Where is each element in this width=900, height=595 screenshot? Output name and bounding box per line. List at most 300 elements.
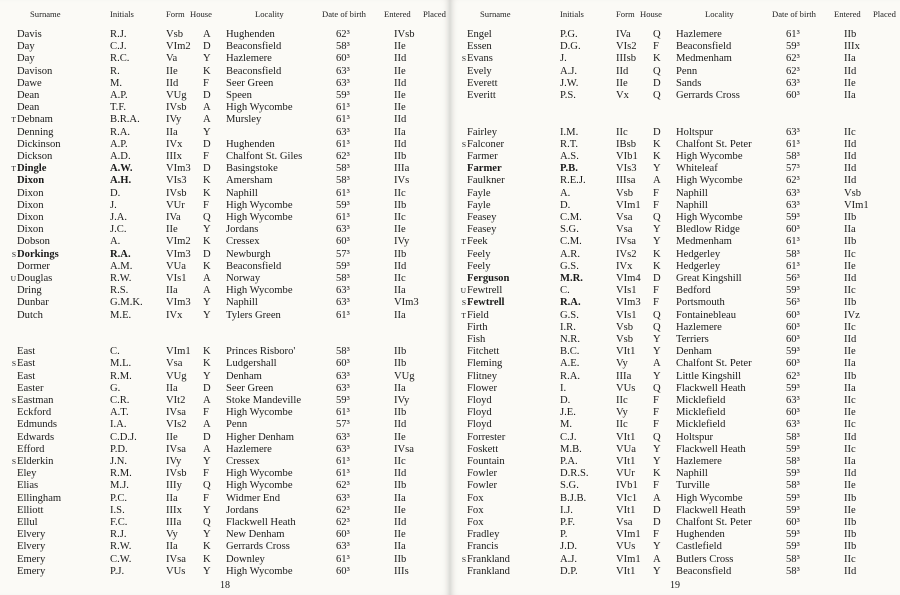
cell-e: 62³ xyxy=(786,53,800,65)
cell-s: Dickson xyxy=(17,151,53,162)
cell-h: K xyxy=(653,151,661,162)
cell-i: R.T. xyxy=(560,138,579,150)
cell-e: 61³ xyxy=(336,187,350,199)
table-row xyxy=(450,285,900,297)
cell-e: 59³ xyxy=(786,285,800,297)
table-row xyxy=(0,249,450,261)
table-row xyxy=(0,78,450,90)
cell-s: Floyd xyxy=(467,419,492,431)
cell-e: 63³ xyxy=(336,382,350,394)
cell-i: F.C. xyxy=(110,517,128,528)
cell-pfx: T xyxy=(11,115,16,125)
cell-pl: IIa xyxy=(394,541,406,553)
cell-f: VIc1 xyxy=(616,492,638,504)
cell-s: Fayle xyxy=(467,199,491,211)
cell-h: Y xyxy=(203,504,211,516)
cell-s: Farmer xyxy=(467,163,502,175)
cell-f: VUa xyxy=(166,260,187,272)
cell-l: Stoke Mandeville xyxy=(226,395,302,406)
cell-f: Vsa xyxy=(616,212,633,223)
cell-f: VIt1 xyxy=(616,346,636,358)
cell-pl: IIe xyxy=(844,407,856,419)
table-row xyxy=(0,53,450,65)
table-row xyxy=(450,444,900,456)
cell-f: IIa xyxy=(166,285,178,297)
cell-i: P.F. xyxy=(560,517,576,528)
cell-s: Faulkner xyxy=(467,175,505,187)
cell-pl: IIe xyxy=(844,260,856,272)
cell-i: A.M. xyxy=(110,260,133,272)
table-row xyxy=(450,249,900,261)
cell-f: IVsa xyxy=(166,407,187,419)
column-header-row xyxy=(0,8,450,20)
cell-l: Flackwell Heath xyxy=(676,382,746,394)
cell-e: 56³ xyxy=(786,297,800,309)
cell-e: 62³ xyxy=(336,517,350,528)
cell-i: C. xyxy=(560,285,570,297)
cell-f: IVsa xyxy=(166,443,187,455)
cell-pl: IVz xyxy=(844,309,860,321)
cell-pfx: S xyxy=(461,298,466,308)
table-row xyxy=(0,444,450,456)
cell-h: D xyxy=(203,431,211,443)
cell-pl: IVsb xyxy=(394,29,415,40)
cell-i: P.A. xyxy=(560,456,578,467)
cell-s: Fox xyxy=(467,517,484,528)
cell-e: 62³ xyxy=(336,151,350,162)
cell-pl: IId xyxy=(844,138,857,150)
table-row xyxy=(0,554,450,566)
cell-e: 61³ xyxy=(336,114,350,126)
cell-s: Falconer xyxy=(467,138,505,150)
cell-l: Micklefield xyxy=(676,395,726,406)
cell-pl: IId xyxy=(394,53,407,65)
cell-h: A xyxy=(203,443,211,455)
cell-f: VIb1 xyxy=(616,151,638,162)
cell-l: High Wycombe xyxy=(226,468,293,480)
cell-pl: IIb xyxy=(844,541,857,553)
cell-h: D xyxy=(203,248,211,260)
table-row xyxy=(0,493,450,505)
cell-s: East xyxy=(17,346,36,358)
cell-e: 61³ xyxy=(786,29,800,40)
header-form: Form xyxy=(166,9,185,19)
cell-f: IVsa xyxy=(166,553,187,565)
cell-f: IIa xyxy=(166,126,178,138)
table-row xyxy=(450,66,900,78)
cell-i: B.R.A. xyxy=(110,114,140,126)
cell-pl: IIb xyxy=(394,480,407,492)
cell-pl: IIe xyxy=(394,224,406,236)
cell-f: IIIa xyxy=(616,370,632,382)
cell-h: Y xyxy=(203,529,211,541)
cell-i: B.J.B. xyxy=(560,492,587,504)
cell-l: Chalfont St. Peter xyxy=(676,517,752,528)
cell-s: East xyxy=(17,370,36,382)
cell-i: P.B. xyxy=(560,163,578,175)
cell-l: Beaconsfield xyxy=(226,41,282,53)
cell-pl: IIIa xyxy=(394,163,410,175)
cell-i: A.W. xyxy=(110,163,133,175)
cell-e: 58³ xyxy=(336,273,350,284)
cell-pl: IId xyxy=(394,468,407,480)
table-row xyxy=(450,212,900,224)
cell-i: C. xyxy=(110,346,120,358)
header-house: House xyxy=(190,9,212,19)
cell-s: Edmunds xyxy=(17,419,58,431)
cell-f: Vy xyxy=(166,529,178,541)
cell-i: D. xyxy=(560,199,571,211)
cell-pl: IIb xyxy=(394,358,407,370)
cell-i: R.C. xyxy=(110,53,130,65)
cell-f: Vsb xyxy=(166,29,184,40)
cell-s: Field xyxy=(467,309,489,321)
cell-s: Fowler xyxy=(467,480,498,492)
cell-i: R.J. xyxy=(110,29,127,40)
cell-l: Hughenden xyxy=(226,138,275,150)
header-initials: Initials xyxy=(560,9,584,19)
cell-i: A.R. xyxy=(560,248,581,260)
cell-i: I.R. xyxy=(560,321,576,333)
cell-l: Holtspur xyxy=(676,126,714,138)
table-row xyxy=(0,407,450,419)
cell-s: Dixon xyxy=(17,199,44,211)
cell-e: 58³ xyxy=(786,456,800,467)
cell-pl: IIc xyxy=(844,395,856,406)
cell-e: 60³ xyxy=(336,529,350,541)
cell-i: P.G. xyxy=(560,29,578,40)
cell-pl: IIc xyxy=(844,419,856,431)
cell-l: Cressex xyxy=(226,456,260,467)
cell-f: IVsb xyxy=(166,102,187,114)
header-surname: Surname xyxy=(480,9,511,19)
cell-l: High Wycombe xyxy=(226,480,293,492)
cell-f: Vsb xyxy=(616,334,634,345)
cell-i: M. xyxy=(110,77,123,89)
table-row xyxy=(0,151,450,163)
cell-f: IVa xyxy=(166,212,181,223)
cell-s: Fayle xyxy=(467,187,491,199)
cell-pl: IId xyxy=(394,517,407,528)
table-row xyxy=(450,541,900,553)
cell-s: Fleming xyxy=(467,358,503,370)
cell-pl: IId xyxy=(394,114,407,126)
cell-h: Y xyxy=(653,236,661,248)
cell-e: 59³ xyxy=(786,443,800,455)
cell-l: High Wycombe xyxy=(676,151,743,162)
cell-h: A xyxy=(203,273,211,284)
cell-h: D xyxy=(653,504,661,516)
cell-f: IIIx xyxy=(166,151,182,162)
header-placed: Placed xyxy=(423,9,446,19)
table-row xyxy=(450,236,900,248)
table-row xyxy=(0,188,450,200)
cell-h: A xyxy=(203,419,211,431)
cell-pfx: T xyxy=(461,237,466,247)
cell-l: Naphill xyxy=(226,297,258,309)
cell-e: 60³ xyxy=(786,407,800,419)
cell-pl: IIIs xyxy=(394,565,409,577)
cell-l: Bledlow Ridge xyxy=(676,224,740,236)
cell-i: D. xyxy=(560,395,571,406)
cell-s: Dorkings xyxy=(17,248,59,260)
cell-h: Y xyxy=(203,297,211,309)
cell-i: C.R. xyxy=(110,395,130,406)
cell-h: F xyxy=(653,297,659,309)
header-form: Form xyxy=(616,9,635,19)
cell-l: High Wycombe xyxy=(226,199,293,211)
cell-i: D. xyxy=(110,187,121,199)
cell-f: VIs3 xyxy=(166,175,187,187)
cell-l: Beaconsfield xyxy=(676,565,732,577)
cell-l: Hazlemere xyxy=(676,29,722,40)
table-row xyxy=(450,346,900,358)
cell-s: Essen xyxy=(467,41,492,53)
cell-i: A.S. xyxy=(560,151,579,162)
header-locality: Locality xyxy=(705,9,734,19)
cell-pl: IIb xyxy=(844,529,857,541)
cell-l: Hazlemere xyxy=(226,53,272,65)
cell-pl: IIb xyxy=(844,297,857,309)
cell-pl: IId xyxy=(394,138,407,150)
cell-i: C.M. xyxy=(560,236,582,248)
cell-l: Flackwell Heath xyxy=(226,517,296,528)
cell-i: A.P. xyxy=(110,90,128,101)
cell-pl: IVsa xyxy=(394,443,415,455)
cell-pl: IIa xyxy=(844,90,856,101)
cell-l: Mursley xyxy=(226,114,262,126)
table-row xyxy=(0,346,450,358)
cell-f: VIt1 xyxy=(616,431,636,443)
cell-e: 63³ xyxy=(336,224,350,236)
cell-pl: IIc xyxy=(844,553,856,565)
cell-i: R.A. xyxy=(110,248,131,260)
cell-s: Feely xyxy=(467,260,491,272)
cell-h: D xyxy=(203,41,211,53)
cell-h: K xyxy=(203,65,211,77)
cell-f: IIIsb xyxy=(616,53,637,65)
cell-pl: IIc xyxy=(844,126,856,138)
cell-f: IIe xyxy=(616,77,628,89)
table-row xyxy=(450,468,900,480)
cell-l: High Wycombe xyxy=(226,565,293,577)
cell-pl: IIe xyxy=(394,41,406,53)
cell-s: Eley xyxy=(17,468,37,480)
table-row xyxy=(0,419,450,431)
cell-l: Basingstoke xyxy=(226,163,278,175)
cell-s: Day xyxy=(17,53,35,65)
header-dob: Date of birth xyxy=(322,9,366,19)
cell-l: High Wycombe xyxy=(676,492,743,504)
cell-e: 58³ xyxy=(336,163,350,175)
cell-f: VIm2 xyxy=(166,41,191,53)
table-row xyxy=(450,432,900,444)
cell-e: 59³ xyxy=(786,492,800,504)
cell-l: Castlefield xyxy=(676,541,722,553)
cell-s: Engel xyxy=(467,29,492,40)
cell-s: Fish xyxy=(467,334,486,345)
table-row xyxy=(450,419,900,431)
cell-h: F xyxy=(653,199,659,211)
cell-pl: IIc xyxy=(844,443,856,455)
cell-h: K xyxy=(203,260,211,272)
cell-h: Y xyxy=(203,309,211,321)
cell-pl: IIe xyxy=(844,346,856,358)
cell-i: I. xyxy=(560,382,567,394)
cell-f: VIm3 xyxy=(166,297,191,309)
cell-pl: IId xyxy=(844,431,857,443)
cell-i: M.J. xyxy=(110,480,129,492)
cell-h: Y xyxy=(653,541,661,553)
table-row xyxy=(0,29,450,41)
cell-l: High Wycombe xyxy=(226,407,293,419)
table-row xyxy=(0,468,450,480)
cell-h: Y xyxy=(653,346,661,358)
table-row xyxy=(0,212,450,224)
cell-e: 59³ xyxy=(786,382,800,394)
cell-h: K xyxy=(203,187,211,199)
cell-pl: IIe xyxy=(844,480,856,492)
cell-l: Chalfont St. Peter xyxy=(676,138,752,150)
cell-i: I.M. xyxy=(560,126,579,138)
cell-pl: IId xyxy=(394,419,407,431)
cell-e: 59³ xyxy=(336,260,350,272)
cell-s: Foskett xyxy=(467,443,499,455)
cell-h: Q xyxy=(203,517,211,528)
cell-h: Y xyxy=(203,565,211,577)
cell-h: F xyxy=(203,492,209,504)
cell-f: IId xyxy=(166,77,179,89)
cell-f: VIm1 xyxy=(616,553,641,565)
cell-pl: IIc xyxy=(394,456,406,467)
cell-h: F xyxy=(653,285,659,297)
cell-l: Seer Green xyxy=(226,77,274,89)
cell-e: 63³ xyxy=(336,126,350,138)
cell-s: Elderkin xyxy=(17,456,54,467)
cell-s: Efford xyxy=(17,443,45,455)
cell-i: A.T. xyxy=(110,407,129,419)
table-row xyxy=(0,163,450,175)
cell-h: A xyxy=(653,553,661,565)
cell-f: IIIa xyxy=(166,517,182,528)
cell-pfx: T xyxy=(11,164,16,174)
cell-pl: IIb xyxy=(844,517,857,528)
cell-l: Beaconsfield xyxy=(226,65,282,77)
table-row xyxy=(0,358,450,370)
table-row xyxy=(450,505,900,517)
cell-f: VIm4 xyxy=(616,273,641,284)
cell-i: R. xyxy=(110,65,120,77)
cell-i: A. xyxy=(560,187,571,199)
table-row xyxy=(450,517,900,529)
cell-e: 59³ xyxy=(336,199,350,211)
cell-h: Y xyxy=(653,443,661,455)
cell-l: Flackwell Heath xyxy=(676,443,746,455)
cell-pl: IIc xyxy=(844,285,856,297)
table-row xyxy=(0,285,450,297)
table-row xyxy=(450,224,900,236)
cell-f: IVsb xyxy=(166,468,187,480)
table-row xyxy=(450,90,900,102)
cell-s: Evans xyxy=(467,53,493,65)
cell-i: R.J. xyxy=(110,529,127,541)
cell-e: 63³ xyxy=(786,77,800,89)
cell-f: VIt1 xyxy=(616,504,636,516)
cell-i: J.N. xyxy=(110,456,128,467)
header-locality: Locality xyxy=(255,9,284,19)
cell-h: Y xyxy=(653,163,661,175)
cell-l: Sands xyxy=(676,77,702,89)
cell-f: Vsa xyxy=(616,517,633,528)
table-row xyxy=(450,371,900,383)
cell-h: A xyxy=(203,29,211,40)
cell-s: Dixon xyxy=(17,224,44,236)
cell-s: Douglas xyxy=(17,273,53,284)
table-row xyxy=(450,493,900,505)
table-row xyxy=(450,383,900,395)
cell-f: Vsb xyxy=(616,187,634,199)
cell-i: C.M. xyxy=(560,212,582,223)
table-row xyxy=(0,114,450,126)
page-number: 18 xyxy=(220,580,230,591)
cell-pl: IIa xyxy=(394,285,406,297)
cell-e: 60³ xyxy=(336,53,350,65)
cell-e: 61³ xyxy=(336,468,350,480)
cell-pl: IId xyxy=(844,334,857,345)
cell-pl: IId xyxy=(844,151,857,162)
cell-i: R.W. xyxy=(110,541,132,553)
cell-e: 57³ xyxy=(336,419,350,431)
cell-i: A.H. xyxy=(110,175,132,187)
cell-h: K xyxy=(203,541,211,553)
cell-pl: IId xyxy=(844,273,857,284)
cell-h: D xyxy=(203,163,211,175)
cell-pl: IVy xyxy=(394,395,410,406)
cell-l: Cressex xyxy=(226,236,260,248)
cell-s: Floyd xyxy=(467,407,492,419)
cell-l: Flackwell Heath xyxy=(676,504,746,516)
cell-e: 58³ xyxy=(786,431,800,443)
cell-h: F xyxy=(203,77,209,89)
cell-h: Y xyxy=(203,456,211,467)
cell-e: 60³ xyxy=(336,236,350,248)
cell-h: Y xyxy=(653,334,661,345)
cell-pl: IIe xyxy=(394,90,406,101)
table-row xyxy=(450,188,900,200)
cell-f: VUr xyxy=(616,468,635,480)
cell-s: Day xyxy=(17,41,35,53)
cell-i: P.D. xyxy=(110,443,128,455)
cell-l: Denham xyxy=(226,370,262,382)
cell-e: 56³ xyxy=(786,273,800,284)
cell-f: VIm1 xyxy=(616,529,641,541)
cell-h: F xyxy=(653,187,659,199)
cell-h: Q xyxy=(653,65,661,77)
cell-pl: IId xyxy=(844,65,857,77)
cell-s: Elias xyxy=(17,480,39,492)
cell-pl: IVs xyxy=(394,175,410,187)
cell-e: 60³ xyxy=(786,309,800,321)
cell-l: Hughenden xyxy=(676,529,725,541)
cell-h: F xyxy=(653,41,659,53)
cell-pl: IIa xyxy=(844,53,856,65)
cell-e: 60³ xyxy=(336,358,350,370)
cell-pfx: S xyxy=(11,359,16,369)
cell-f: IVs2 xyxy=(616,248,637,260)
cell-l: Penn xyxy=(676,65,698,77)
cell-s: East xyxy=(17,358,36,370)
cell-e: 59³ xyxy=(786,41,800,53)
